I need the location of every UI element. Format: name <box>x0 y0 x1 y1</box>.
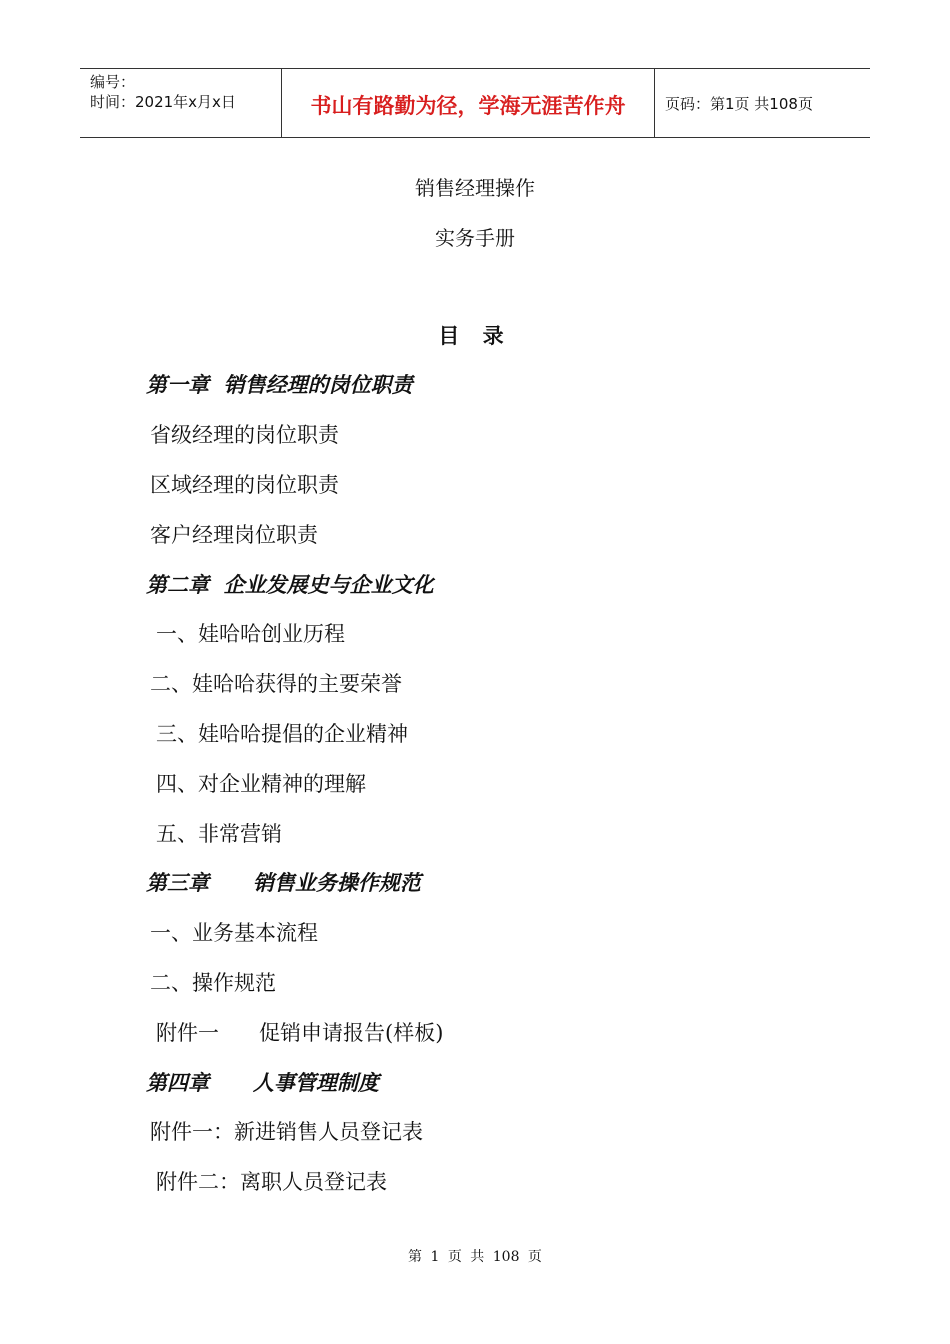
page-footer: 第 1 页 共 108 页 <box>408 1249 542 1265</box>
toc-chapter-3[interactable]: 第三章 销售业务操作规范 <box>146 871 421 895</box>
document-number-label: 编号： <box>90 73 136 91</box>
toc-entry[interactable]: 二、操作规范 <box>150 971 276 995</box>
toc-entry[interactable]: 区域经理的岗位职责 <box>150 473 339 497</box>
toc-entry[interactable]: 客户经理岗位职责 <box>150 523 318 547</box>
toc-chapter-2[interactable]: 第二章 企业发展史与企业文化 <box>146 573 434 597</box>
document-title-line2: 实务手册 <box>435 226 515 250</box>
page-header <box>80 68 870 138</box>
document-date-label: 时间：2021年x月x日 <box>90 93 236 111</box>
toc-entry[interactable]: 四、对企业精神的理解 <box>156 772 366 796</box>
toc-entry[interactable]: 一、娃哈哈创业历程 <box>156 622 345 646</box>
document-title-line1: 销售经理操作 <box>415 176 535 200</box>
header-page-info: 页码：第1页 共108页 <box>665 94 813 113</box>
toc-heading: 目 录 <box>438 323 512 348</box>
header-motto-cell <box>282 69 655 137</box>
toc-chapter-4[interactable]: 第四章 人事管理制度 <box>146 1071 379 1095</box>
toc-entry[interactable]: 三、娃哈哈提倡的企业精神 <box>156 722 408 746</box>
toc-entry[interactable]: 二、娃哈哈获得的主要荣誉 <box>150 672 402 696</box>
toc-entry[interactable]: 五、非常营销 <box>156 822 282 846</box>
toc-entry[interactable]: 省级经理的岗位职责 <box>150 423 339 447</box>
toc-entry[interactable]: 附件二：离职人员登记表 <box>156 1170 387 1194</box>
toc-entry[interactable]: 一、业务基本流程 <box>150 921 318 945</box>
toc-entry[interactable]: 附件一：新进销售人员登记表 <box>150 1120 423 1144</box>
toc-chapter-1[interactable]: 第一章 销售经理的岗位职责 <box>146 373 413 397</box>
header-meta-cell <box>80 69 282 137</box>
header-page-cell <box>655 69 870 137</box>
toc-entry[interactable]: 附件一 促销申请报告(样板) <box>156 1021 444 1045</box>
header-motto: 书山有路勤为径，学海无涯苦作舟 <box>310 94 626 118</box>
